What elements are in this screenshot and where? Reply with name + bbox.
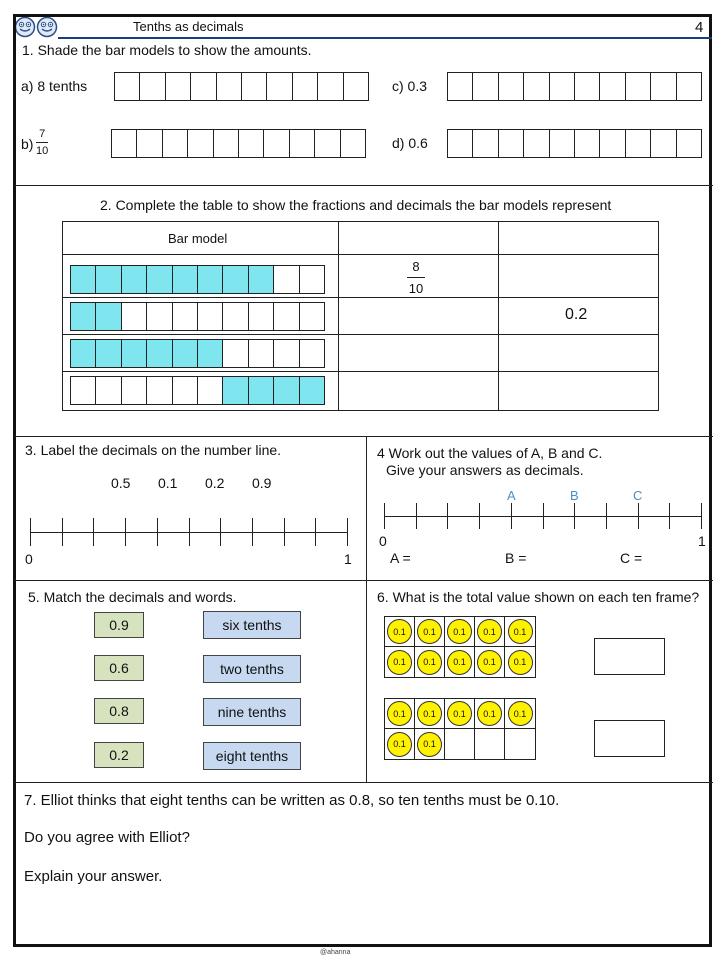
page-number: 4 <box>695 19 704 36</box>
bar-cell[interactable] <box>214 130 239 157</box>
number-line-tick <box>669 503 670 529</box>
number-line-tick <box>284 518 285 546</box>
counter-chip: 0.1 <box>477 650 502 675</box>
bar-cell[interactable] <box>651 73 676 100</box>
bar-cell[interactable] <box>239 130 264 157</box>
bar-cell <box>300 303 324 330</box>
number-line-tick <box>384 503 385 529</box>
bar-cell <box>71 340 96 367</box>
q6-ten-frame-2 <box>384 698 536 760</box>
counter-chip: 0.1 <box>417 619 442 644</box>
number-line-tick <box>220 518 221 546</box>
bar-cell <box>223 266 248 293</box>
section-divider <box>14 185 713 186</box>
bar-cell[interactable] <box>315 130 340 157</box>
number-line-tick <box>606 503 607 529</box>
counter-chip: 0.1 <box>508 619 533 644</box>
q1a-label: a) 8 tenths <box>21 78 88 94</box>
bar-cell <box>223 303 248 330</box>
number-line-tick <box>125 518 126 546</box>
bar-cell[interactable] <box>600 130 625 157</box>
bar-cell <box>147 266 172 293</box>
bar-cell <box>147 377 172 404</box>
bar-cell <box>147 303 172 330</box>
q7-answer-area[interactable] <box>20 892 705 942</box>
counter-chip: 0.1 <box>477 701 502 726</box>
q3-decimal: 0.2 <box>205 475 225 491</box>
ten-frame-cell <box>475 699 505 729</box>
q4-prompt-line2: Give your answers as decimals. <box>386 462 584 478</box>
bar-cell[interactable] <box>600 73 625 100</box>
ten-frame-cell <box>475 647 505 677</box>
bar-cell[interactable] <box>473 73 498 100</box>
fraction-numerator: 7 <box>39 128 46 140</box>
q4-prompt-line1: 4 Work out the values of A, B and C. <box>377 445 603 461</box>
counter-chip: 0.1 <box>447 650 472 675</box>
ten-frame-cell <box>445 699 475 729</box>
header-divider <box>58 37 712 39</box>
bar-cell[interactable] <box>677 130 701 157</box>
bar-cell[interactable] <box>499 73 524 100</box>
bar-cell[interactable] <box>163 130 188 157</box>
bar-cell[interactable] <box>217 73 242 100</box>
bar-cell <box>198 303 223 330</box>
bar-cell <box>249 377 274 404</box>
q4-end-label: 1 <box>698 533 706 549</box>
q2-row1-bar <box>70 265 325 294</box>
ten-frame-cell <box>415 699 445 729</box>
q2-row1-decimal-cell[interactable] <box>499 255 658 297</box>
bar-cell <box>71 303 96 330</box>
q3-end-label: 1 <box>344 551 352 567</box>
q2-row2-bar <box>70 302 325 331</box>
counter-chip: 0.1 <box>387 619 412 644</box>
counter-chip: 0.1 <box>417 701 442 726</box>
q3-decimal: 0.5 <box>111 475 131 491</box>
bar-cell <box>223 377 248 404</box>
q1b-prefix: b) <box>21 136 34 152</box>
bar-cell[interactable] <box>137 130 162 157</box>
q2-row2-fraction-cell[interactable] <box>339 298 498 334</box>
q1d-bar-model[interactable] <box>447 129 702 158</box>
q5-word-chip[interactable]: eight tenths <box>203 742 301 770</box>
bar-cell <box>96 303 121 330</box>
number-line-tick <box>447 503 448 529</box>
q7-question: Do you agree with Elliot? <box>24 829 190 846</box>
q1a-bar-model[interactable] <box>114 72 369 101</box>
number-line-tick <box>93 518 94 546</box>
q2-row4-fraction-cell[interactable] <box>339 372 498 410</box>
bar-cell <box>249 340 274 367</box>
bar-cell[interactable] <box>344 73 368 100</box>
q4-start-label: 0 <box>379 533 387 549</box>
number-line-tick <box>252 518 253 546</box>
bar-cell[interactable] <box>626 130 651 157</box>
bar-cell[interactable] <box>575 73 600 100</box>
number-line-tick <box>416 503 417 529</box>
bar-cell[interactable] <box>267 73 292 100</box>
q7-prompt: 7. Elliot thinks that eight tenths can be written as 0.8, so ten tenths must be 0.10. <box>24 792 560 809</box>
ten-frame-cell <box>505 729 535 759</box>
q4-letter-a: A <box>507 488 516 503</box>
bar-cell <box>147 340 172 367</box>
bar-cell <box>96 266 121 293</box>
bar-cell <box>274 340 299 367</box>
bar-cell[interactable] <box>448 73 473 100</box>
bar-cell[interactable] <box>112 130 137 157</box>
counter-chip: 0.1 <box>387 650 412 675</box>
section-divider <box>14 782 713 783</box>
bar-cell[interactable] <box>242 73 267 100</box>
counter-chip: 0.1 <box>508 650 533 675</box>
counter-chip: 0.1 <box>417 650 442 675</box>
q1b-bar-model[interactable] <box>111 129 366 158</box>
bar-cell <box>173 303 198 330</box>
bar-cell <box>122 377 147 404</box>
ten-frame-cell <box>385 617 415 647</box>
ten-frame-cell <box>475 729 505 759</box>
bar-cell[interactable] <box>651 130 676 157</box>
footer-credit: @ahanna <box>320 949 351 956</box>
number-line-tick <box>574 503 575 529</box>
q5-prompt: 5. Match the decimals and words. <box>28 589 237 605</box>
q5-decimal-chip[interactable]: 0.8 <box>94 698 144 724</box>
q5-decimal-chip[interactable]: 0.6 <box>94 655 144 681</box>
q3-number-line[interactable] <box>30 518 348 546</box>
bar-cell[interactable] <box>473 130 498 157</box>
bar-cell <box>71 266 96 293</box>
q2-row4-decimal-cell[interactable] <box>499 372 658 410</box>
number-line-tick <box>638 503 639 529</box>
bar-cell <box>300 266 324 293</box>
worksheet-title: Tenths as decimals <box>133 19 244 34</box>
q4-answer-a[interactable]: A = <box>390 550 411 566</box>
bar-cell[interactable] <box>550 130 575 157</box>
q2-row2-decimal: 0.2 <box>565 306 588 323</box>
q1c-bar-model[interactable] <box>447 72 702 101</box>
bar-cell <box>223 340 248 367</box>
number-line-tick <box>479 503 480 529</box>
table-line <box>62 410 659 411</box>
bar-cell[interactable] <box>550 73 575 100</box>
ten-frame-cell <box>385 647 415 677</box>
bar-cell <box>274 303 299 330</box>
ten-frame-cell <box>415 647 445 677</box>
table-line <box>62 221 659 222</box>
bar-cell[interactable] <box>264 130 289 157</box>
ten-frame-cell <box>505 617 535 647</box>
section-divider <box>14 436 713 437</box>
q2-row4-bar <box>70 376 325 405</box>
counter-chip: 0.1 <box>387 732 412 757</box>
q2-row3-fraction-cell[interactable] <box>339 335 498 371</box>
bar-cell <box>96 340 121 367</box>
bar-cell <box>274 377 299 404</box>
bar-cell <box>198 377 223 404</box>
bar-cell <box>173 266 198 293</box>
bar-cell[interactable] <box>499 130 524 157</box>
bar-cell <box>249 266 274 293</box>
q2-prompt: 2. Complete the table to show the fractions and decimals the bar models represent <box>100 197 612 213</box>
number-line-tick <box>347 518 348 546</box>
ten-frame-cell <box>445 647 475 677</box>
bar-cell <box>300 340 324 367</box>
ten-frame-cell <box>475 617 505 647</box>
q2-row3-bar <box>70 339 325 368</box>
number-line-tick <box>315 518 316 546</box>
number-line-tick <box>543 503 544 529</box>
q5-decimal-chip[interactable]: 0.2 <box>94 742 144 768</box>
bar-cell[interactable] <box>140 73 165 100</box>
bar-cell <box>173 340 198 367</box>
bar-cell <box>96 377 121 404</box>
bar-cell[interactable] <box>115 73 140 100</box>
number-line-tick <box>189 518 190 546</box>
bar-cell[interactable] <box>448 130 473 157</box>
q5-word-chip[interactable]: nine tenths <box>203 698 301 726</box>
bar-cell <box>249 303 274 330</box>
ten-frame-cell <box>445 617 475 647</box>
ten-frame-cell <box>415 729 445 759</box>
q3-prompt: 3. Label the decimals on the number line. <box>25 442 282 458</box>
q4-letter-c: C <box>633 488 643 503</box>
bar-cell[interactable] <box>626 73 651 100</box>
q5-decimal-chip[interactable]: 0.9 <box>94 612 144 638</box>
q5-word-chip[interactable]: two tenths <box>203 655 301 683</box>
fraction-numerator: 8 <box>412 259 420 274</box>
q2-row3-decimal-cell[interactable] <box>499 335 658 371</box>
q1-prompt: 1. Shade the bar models to show the amounts. <box>22 42 312 58</box>
number-line-tick <box>30 518 31 546</box>
bar-cell <box>71 377 96 404</box>
number-line-tick <box>701 503 702 529</box>
bar-cell[interactable] <box>524 130 549 157</box>
ten-frame-cell <box>385 729 415 759</box>
bar-cell[interactable] <box>318 73 343 100</box>
fraction-denominator: 10 <box>408 281 424 296</box>
q4-answer-c[interactable]: C = <box>620 550 643 566</box>
number-line-tick <box>157 518 158 546</box>
bar-cell[interactable] <box>191 73 216 100</box>
bar-cell <box>122 266 147 293</box>
counter-chip: 0.1 <box>508 701 533 726</box>
q5-word-chip[interactable]: six tenths <box>203 611 301 639</box>
ten-frame-cell <box>505 699 535 729</box>
q1b-fraction <box>36 128 48 157</box>
q6-answer-box-2[interactable] <box>594 720 665 757</box>
bar-cell <box>274 266 299 293</box>
counter-chip: 0.1 <box>477 619 502 644</box>
q4-number-line <box>384 503 702 531</box>
q3-decimal: 0.1 <box>158 475 178 491</box>
counter-chip: 0.1 <box>387 701 412 726</box>
section-divider-vertical <box>366 436 367 782</box>
q6-ten-frame-1 <box>384 616 536 678</box>
ten-frame-cell <box>505 647 535 677</box>
table-line <box>658 221 659 411</box>
number-line-tick <box>511 503 512 529</box>
bar-cell <box>198 340 223 367</box>
bar-cell <box>122 303 147 330</box>
number-line-tick <box>62 518 63 546</box>
q4-answer-b[interactable]: B = <box>505 550 527 566</box>
q3-start-label: 0 <box>25 551 33 567</box>
q3-decimal: 0.9 <box>252 475 272 491</box>
fraction-denominator: 10 <box>36 145 49 157</box>
q6-answer-box-1[interactable] <box>594 638 665 675</box>
bar-cell[interactable] <box>677 73 701 100</box>
table-line <box>62 221 63 411</box>
q6-prompt: 6. What is the total value shown on each ten frame? <box>377 589 700 605</box>
q1d-label: d) 0.6 <box>392 135 428 151</box>
ten-frame-cell <box>415 617 445 647</box>
q7-explain: Explain your answer. <box>24 868 163 885</box>
table-col-header-bar-model: Bar model <box>168 231 228 246</box>
counter-chip: 0.1 <box>447 619 472 644</box>
section-divider <box>14 580 713 581</box>
ten-frame-cell <box>445 729 475 759</box>
bar-cell <box>122 340 147 367</box>
bar-cell[interactable] <box>524 73 549 100</box>
bar-cell[interactable] <box>290 130 315 157</box>
bar-cell[interactable] <box>341 130 365 157</box>
ten-frame-cell <box>385 699 415 729</box>
bar-cell[interactable] <box>166 73 191 100</box>
q2-row1-fraction <box>407 259 425 296</box>
q1c-label: c) 0.3 <box>392 78 428 94</box>
bar-cell[interactable] <box>575 130 600 157</box>
bar-cell <box>300 377 324 404</box>
bar-cell <box>198 266 223 293</box>
counter-chip: 0.1 <box>447 701 472 726</box>
bar-cell[interactable] <box>188 130 213 157</box>
bar-cell <box>173 377 198 404</box>
bar-cell[interactable] <box>293 73 318 100</box>
q4-letter-b: B <box>570 488 579 503</box>
counter-chip: 0.1 <box>417 732 442 757</box>
